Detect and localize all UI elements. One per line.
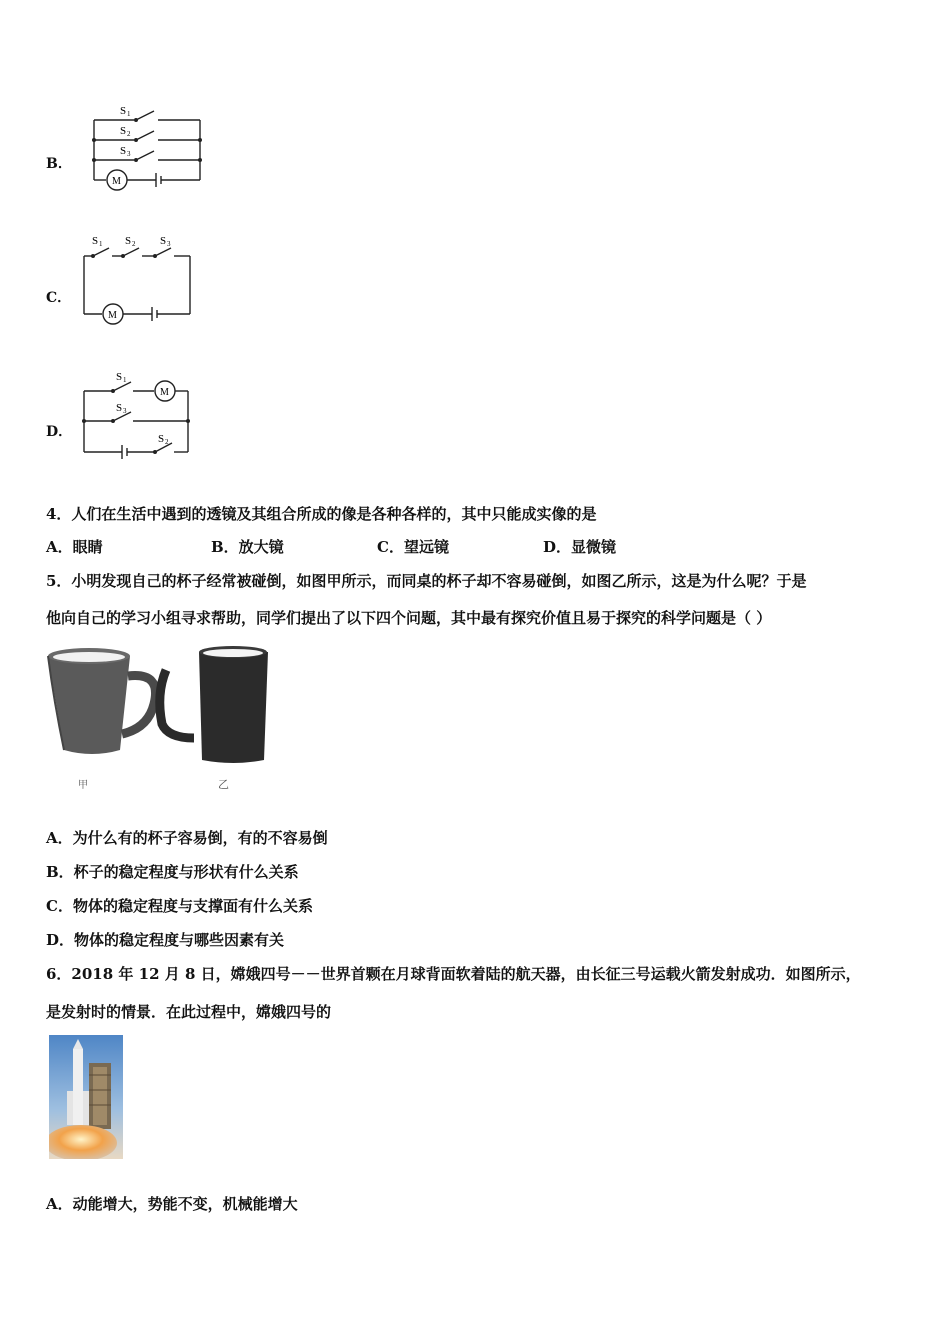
q4-option-b: B．放大镜 (211, 538, 284, 556)
q5-stem-line-2: 他向自己的学习小组寻求帮助，同学们提出了以下四个问题，其中最有探究价值且易于探究的科学问题是（ ） (46, 609, 772, 627)
circuit-diagram-c (78, 230, 202, 328)
cup-a-caption: 甲 (78, 780, 88, 791)
switch-subscript: 1 (123, 376, 127, 384)
q5-option-a: A．为什么有的杯子容易倒，有的不容易倒 (46, 829, 328, 847)
q4-option-d: D．显微镜 (543, 538, 617, 556)
switch-subscript: 1 (127, 110, 131, 118)
q6-stem-line-2: 是发射时的情景．在此过程中，嫦娥四号的 (46, 1003, 332, 1021)
motor-label: M (160, 387, 169, 398)
switch-subscript: 2 (127, 130, 131, 138)
q5-stem-line-1: 5．小明发现自己的杯子经常被碰倒，如图甲所示，而同桌的杯子却不容易碰倒，如图乙所示，这是为什么呢？于是 (46, 572, 807, 590)
switch-label: S (160, 235, 167, 247)
switch-subscript: 3 (127, 150, 131, 158)
cups-figure (44, 642, 276, 797)
switch-subscript: 2 (132, 240, 136, 248)
q6-stem-line-1: 6．2018 年 12 月 8 日，嫦娥四号－－世界首颗在月球背面软着陆的航天器，由长征三号运载火箭发射成功．如图所示， (46, 965, 861, 983)
switch-subscript: 3 (167, 240, 171, 248)
switch-label: S (120, 105, 127, 117)
motor-label: M (108, 310, 117, 321)
q5-option-d: D．物体的稳定程度与哪些因素有关 (46, 931, 285, 949)
switch-subscript: 1 (99, 240, 103, 248)
switch-label: S (125, 235, 132, 247)
motor-label: M (112, 176, 121, 187)
q6-option-a: A．动能增大，势能不变，机械能增大 (46, 1195, 298, 1213)
switch-label: S (120, 125, 127, 137)
switch-label: S (92, 235, 99, 247)
switch-label: S (158, 433, 165, 445)
rocket-launch-photo (49, 1035, 123, 1159)
switch-label: S (116, 402, 123, 414)
switch-label: S (120, 145, 127, 157)
q4-option-a: A．眼睛 (46, 538, 103, 556)
q4-question: 4．人们在生活中遇到的透镜及其组合所成的像是各种各样的，其中只能成实像的是 (46, 505, 597, 523)
option-b-label: B． (46, 156, 72, 172)
option-c-label: C． (46, 290, 72, 306)
q4-option-c: C．望远镜 (377, 538, 449, 556)
switch-subscript: 3 (123, 407, 127, 415)
switch-subscript: 2 (165, 438, 169, 446)
switch-label: S (116, 371, 123, 383)
circuit-diagram-b (84, 100, 206, 196)
q5-option-b: B．杯子的稳定程度与形状有什么关系 (46, 863, 299, 881)
cup-b-caption: 乙 (218, 779, 229, 791)
q5-option-c: C．物体的稳定程度与支撑面有什么关系 (46, 897, 313, 915)
circuit-diagram-d (78, 366, 202, 464)
option-d-label: D． (46, 424, 73, 440)
